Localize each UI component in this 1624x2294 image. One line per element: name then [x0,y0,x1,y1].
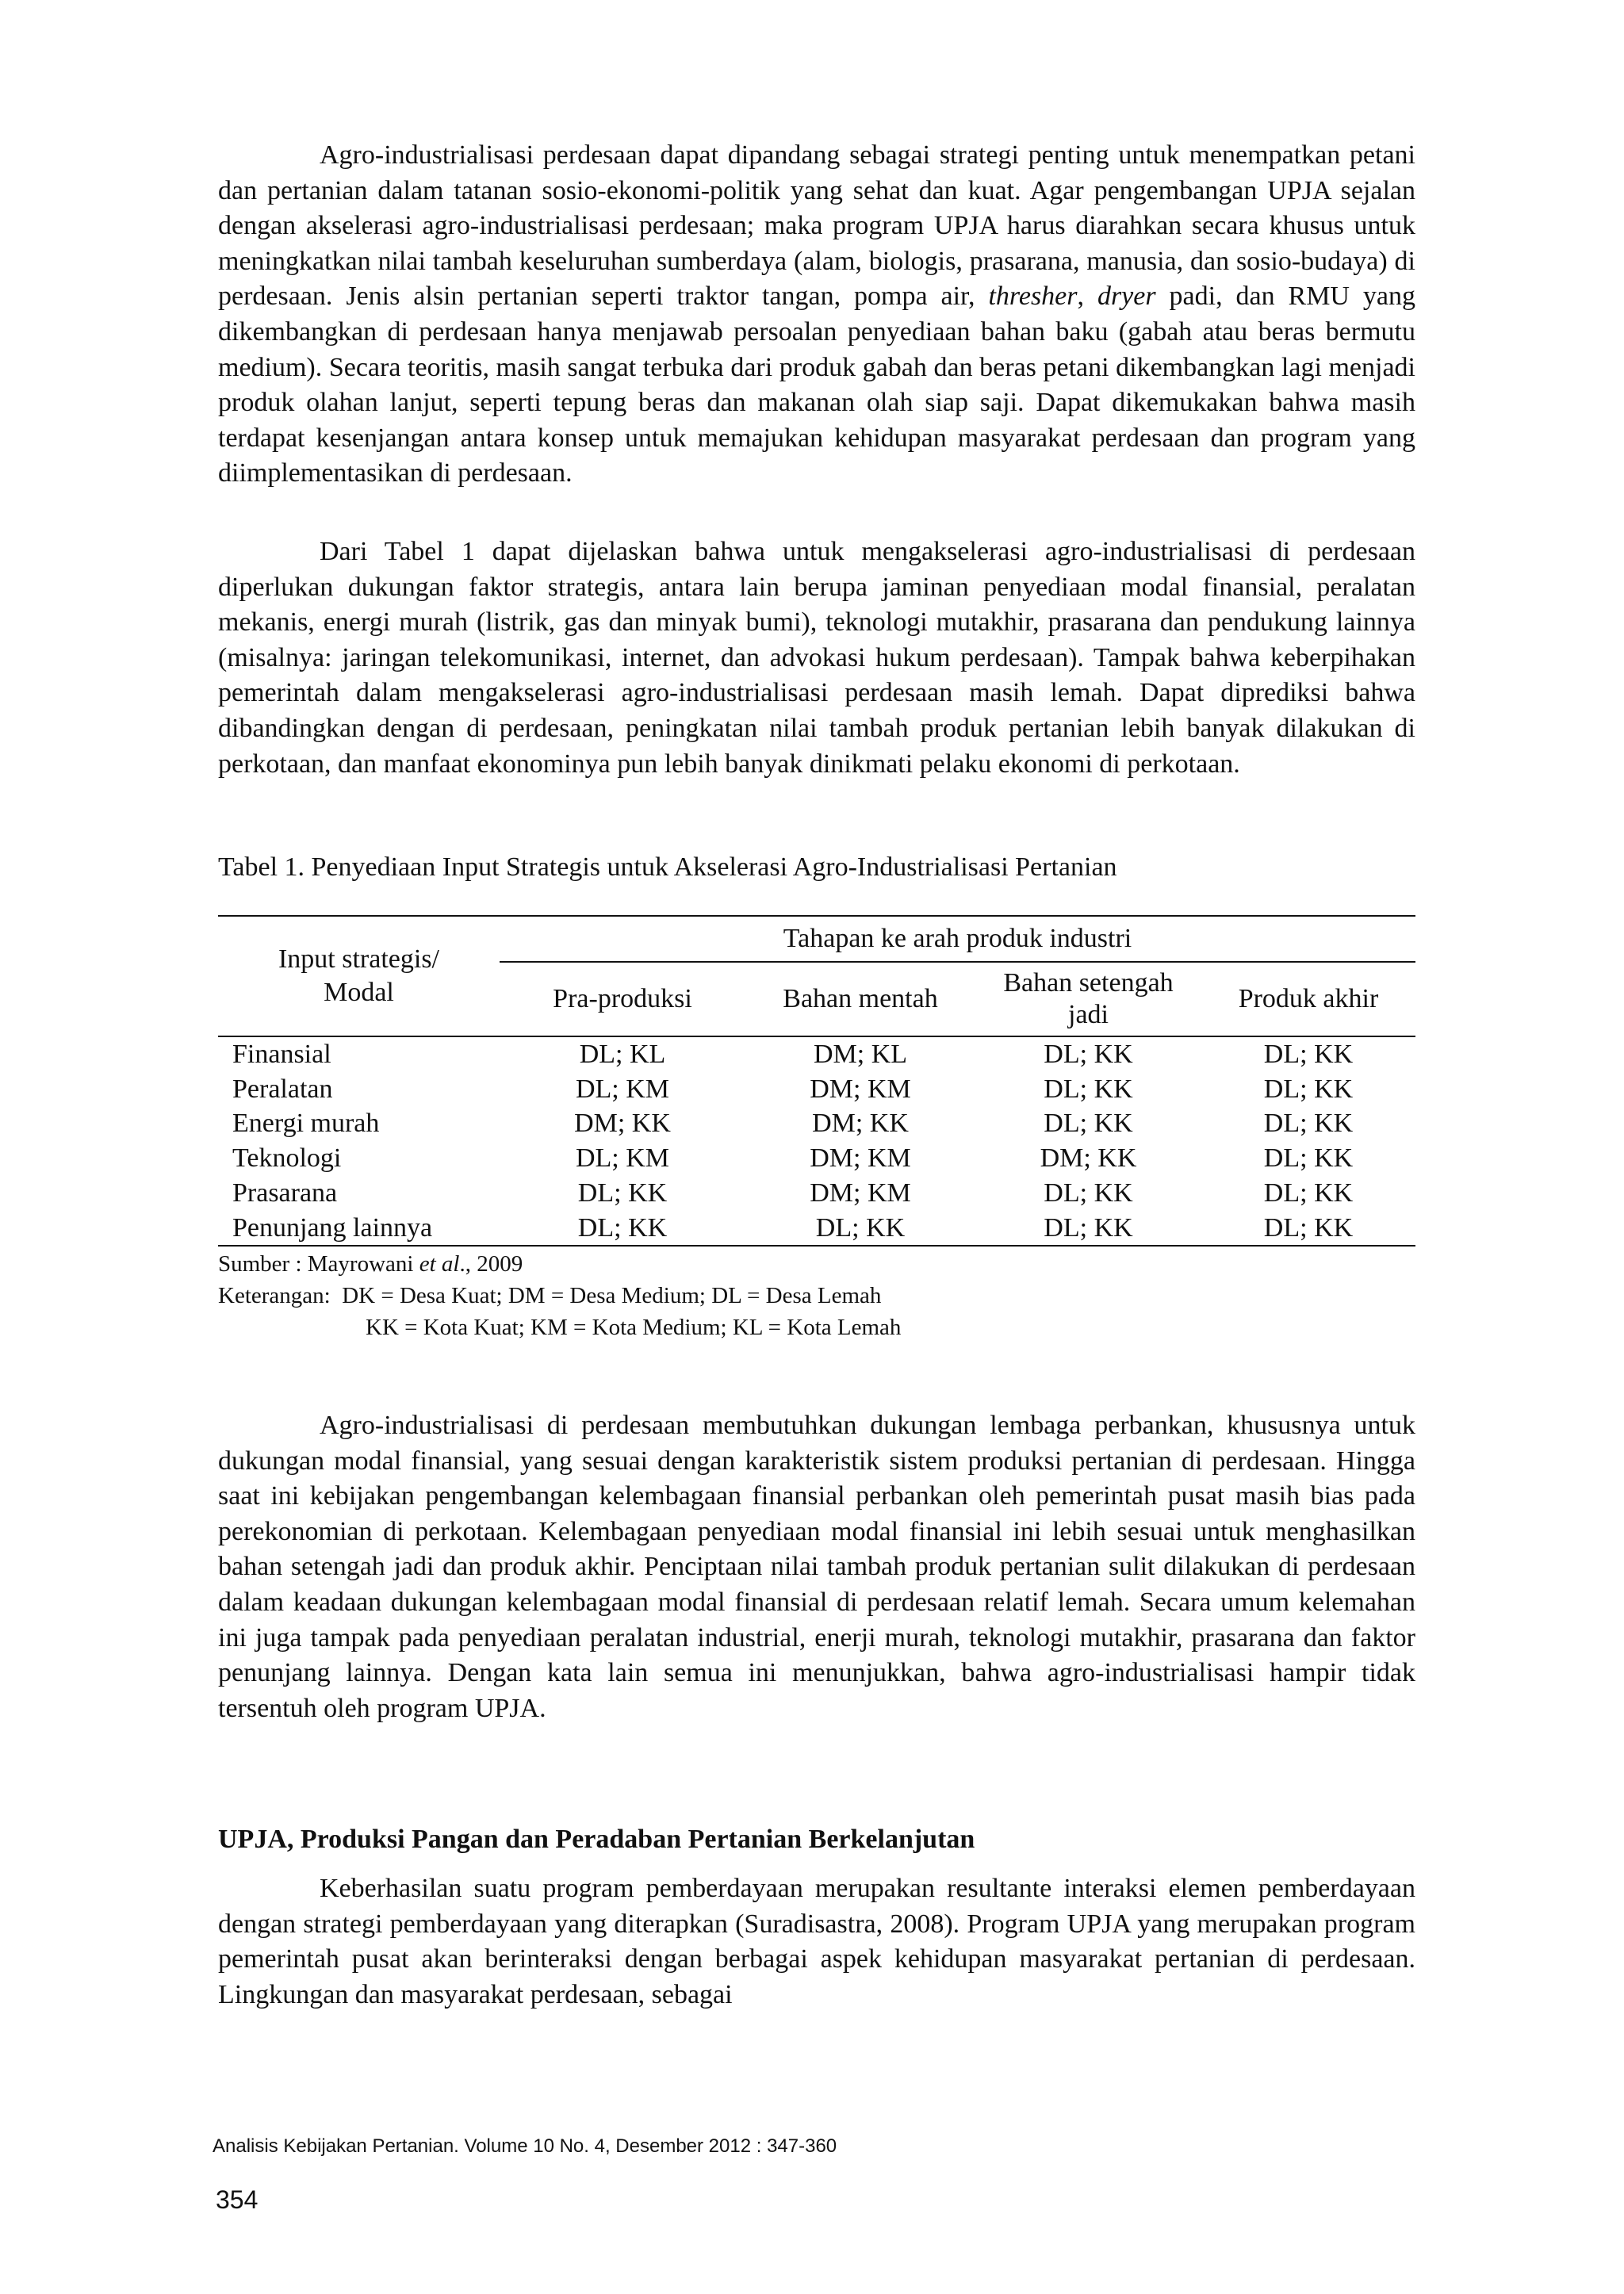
table-cell: DL; KM [575,1143,670,1174]
table-row [218,1176,1415,1211]
row-label: Energi murah [232,1109,380,1139]
paragraph-agro-industrialisasi-strategy [218,138,1415,492]
table-header-row [218,916,1415,962]
table-cell: DM; KM [810,1074,911,1104]
corner-header-line: Input strategis/ [278,944,440,974]
strategic-input-table [218,915,1415,1247]
row-label: Prasarana [232,1178,338,1208]
table-cell: DM; KL [813,1040,908,1069]
row-label: Teknologi [232,1143,342,1174]
table-cell: DL; KK [1044,1074,1133,1104]
table-cell: DL; KK [1263,1040,1354,1069]
paragraph-text: Agro-industrialisasi perdesaan dapat dipandang sebagai strategi penting untuk menempatkan petani dan pertanian dalam tatanan sosio-ekonomi-politik yang sehat dan kuat. Agar pengembangan UPJA sejalan dengan akselerasi agro-industrialisasi perdesaan; maka program UPJA harus diarahkan secara khusus untuk meningkatkan nilai tambah keseluruhan sumberdaya (alam, biologis, prasarana, manusia, dan sosio-budaya) di perdesaan. Jenis alsin pertanian seperti traktor tangan, pompa air, [218,140,1415,312]
table-cell: DL; KK [1263,1212,1354,1243]
table-cell: DM; KM [810,1178,911,1208]
column-header-line: Pra-produksi [553,984,692,1013]
table-cell: DL; KK [1263,1074,1354,1104]
table-cell: DM; KM [810,1143,911,1174]
column-header-line: Bahan setengah [1003,968,1174,998]
italic-term-dryer: dryer [1097,281,1156,312]
table-cell: DL; KK [1044,1212,1133,1243]
row-label: Finansial [232,1040,331,1069]
table-cell: DL; KK [1044,1040,1133,1069]
table-cell: DL; KK [577,1212,668,1243]
column-header-line: Bahan mentah [783,984,938,1013]
table-cell: DL; KK [1263,1178,1354,1208]
group-header: Tahapan ke arah produk industri [500,916,1415,962]
column-header [500,962,745,1036]
table-cell: DL; KK [1263,1109,1354,1139]
page-number: 354 [216,2185,259,2214]
journal-footer: Analisis Kebijakan Pertanian. Volume 10 No. 4, Desember 2012 : 347-360 [213,2135,837,2157]
paragraph-table-discussion: Dari Tabel 1 dapat dijelaskan bahwa untuk mengakselerasi agro-industrialisasi di perdesaan diperlukan dukungan faktor strategis, antara lain berupa jaminan penyediaan modal finansial, peralatan mekanis, energi murah (listrik, gas dan minyak bumi), teknologi mutakhir, prasarana dan pendukung lainnya (misalnya: jaringan telekomunikasi, internet, dan advokasi hukum perdesaan). Tampak bahwa keberpihakan pemerintah dalam mengakselerasi agro-industrialisasi perdesaan masih lemah. Dapat diprediksi bahwa dibandingkan dengan di perdesaan, peningkatan nilai tambah produk pertanian lebih banyak dilakukan di perkotaan, dan manfaat ekonominya pun lebih banyak dinikmati pelaku ekonomi di perkotaan. [218,537,1415,779]
table-block [218,915,1415,1343]
table-legend-line: KK = Kota Kuat; KM = Kota Medium; KL = Kota Lemah [366,1315,902,1341]
column-header [745,962,975,1036]
table-row [218,1072,1415,1107]
table-cell: DL; KK [1044,1178,1133,1208]
paragraph-empowerment: Keberhasilan suatu program pemberdayaan merupakan resultante interaksi elemen pemberdayaan dengan strategi pemberdayaan yang diterapkan (Suradisastra, 2008). Program UPJA yang merupakan program pemerintah pusat akan berinteraksi dengan berbagai aspek kehidupan masyarakat pertanian di perdesaan. Lingkungan dan masyarakat perdesaan, sebagai [218,1874,1415,2009]
column-header-line: Produk akhir [1238,984,1379,1013]
table-row [218,1106,1415,1141]
row-label: Penunjang lainnya [232,1212,433,1243]
table-cell: DM; KK [1040,1143,1137,1174]
corner-header [218,916,500,1036]
corner-header-line: Modal [324,978,394,1007]
column-header [975,962,1201,1036]
table-row [218,1211,1415,1247]
column-header [1201,962,1415,1036]
italic-term-thresher: thresher [988,281,1078,312]
paragraph-text: padi, dan RMU yang dikembangkan di perdesaan hanya menjawab persoalan penyediaan bahan baku (gabah atau beras bermutu medium). Secara teoritis, masih sangat terbuka dari produk gabah dan beras petani dikembangkan lagi menjadi produk olahan lanjut, seperti tepung beras dan makanan olah siap saji. Dapat dikemukakan bahwa masih terdapat kesenjangan antara konsep untuk memajukan kehidupan masyarakat perdesaan dan program yang diimplementasikan di perdesaan. [218,281,1416,488]
table-cell: DL; KK [577,1178,668,1208]
column-header-line: jadi [1068,1000,1109,1029]
row-label: Peralatan [232,1074,333,1104]
paragraph-banking-support: Agro-industrialisasi di perdesaan membutuhkan dukungan lembaga perbankan, khususnya untuk dukungan modal finansial, yang sesuai dengan karakteristik sistem produksi pertanian di perdesaan. Hingga saat ini kebijakan pengembangan kelembagaan finansial perbankan oleh pemerintah pusat masih bias pada perekonomian di perkotaan. Kelembagaan penyediaan modal finansial ini lebih sesuai untuk menghasilkan bahan setengah jadi dan produk akhir. Penciptaan nilai tambah produk pertanian sulit dilakukan di perdesaan dalam keadaan dukungan kelembagaan modal finansial di perdesaan relatif lemah. Secara umum kelemahan ini juga tampak pada penyediaan peralatan industrial, enerji murah, teknologi mutakhir, prasarana dan faktor penunjang lainnya. Dengan kata lain semua ini menunjukkan, bahwa agro-industrialisasi hampir tidak tersentuh oleh program UPJA. [218,1411,1415,1723]
table-caption: Tabel 1. Penyediaan Input Strategis untuk Akselerasi Agro-Industrialisasi Pertanian [218,852,1117,882]
table-cell: DL; KK [1044,1109,1133,1139]
table-cell: DL; KK [1263,1143,1354,1174]
source-text: Sumber : Mayrowani [218,1251,419,1277]
table-cell: DL; KK [815,1212,906,1243]
table-row [218,1141,1415,1176]
source-text: ., 2009 [459,1251,523,1277]
section-heading: UPJA, Produksi Pangan dan Peradaban Pertanian Berkelanjutan [218,1825,975,1854]
paragraph-text: , [1077,281,1097,312]
table-cell: DL; KL [579,1040,666,1069]
table-legend-line: Keterangan: DK = Desa Kuat; DM = Desa Medium; DL = Desa Lemah [218,1283,882,1309]
table-cell: DM; KK [574,1109,671,1139]
source-italic: et al [419,1251,460,1277]
table-cell: DL; KM [575,1074,670,1104]
table-row [218,1036,1415,1072]
table-cell: DM; KK [812,1109,909,1139]
table-source-note [218,1248,1415,1280]
